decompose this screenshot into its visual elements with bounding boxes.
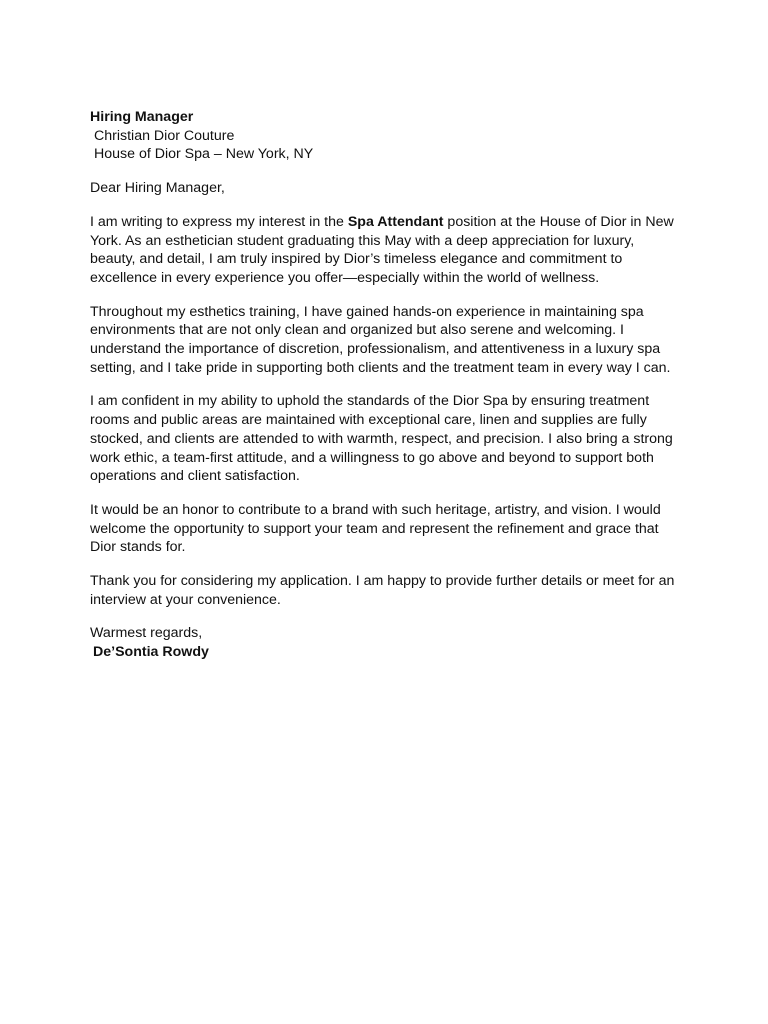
body-paragraph-4: It would be an honor to contribute to a brand with such heritage, artistry, and vision. I would welcome the opportunity to support your team and represent the refinement and grace that Dior stands for.: [90, 501, 661, 556]
body-paragraph-2: Throughout my esthetics training, I have gained hands-on experience in maintaining spa environments that are not only clean and organized but also serene and welcoming. I understand the importance of discretion, professionalism, and attentiveness in a luxury spa setting, and I take pride in supporting both clients and the treatment team in every way I can.: [90, 303, 671, 376]
recipient-location: House of Dior Spa – New York, NY: [94, 146, 314, 163]
recipient-name: Hiring Manager: [90, 109, 194, 125]
cover-letter: [90, 108, 680, 662]
closing: Warmest regards,: [90, 625, 203, 642]
paragraph-1-intro: I am writing to express my interest in the: [90, 213, 348, 230]
body-paragraph-5: Thank you for considering my application. I am happy to provide further details or meet for an interview at your convenience.: [90, 573, 675, 608]
signature: De’Sontia Rowdy: [93, 644, 209, 661]
position-title: Spa Attendant: [347, 213, 444, 230]
recipient-company: Christian Dior Couture: [94, 127, 235, 144]
recipient-block: [90, 108, 680, 164]
body-paragraph-1: [90, 213, 680, 288]
paragraph-1-rest: position at the House of Dior in New York. As an esthetician student graduating this May with a deep appreciation for luxury, beauty, and detail, I am truly inspired by Dior’s timeless elegance and commitment to excellence in every experience you offer—especially within the world of wellness.: [90, 213, 674, 286]
salutation: Dear Hiring Manager,: [90, 180, 225, 197]
body-paragraph-3: I am confident in my ability to uphold the standards of the Dior Spa by ensuring treatment rooms and public areas are maintained with exceptional care, linen and supplies are fully stocked, and clients are attended to with warmth, respect, and precision. I also bring a strong work ethic, a team-first attitude, and a willingness to go above and beyond to support both operations and client satisfaction.: [90, 393, 673, 485]
